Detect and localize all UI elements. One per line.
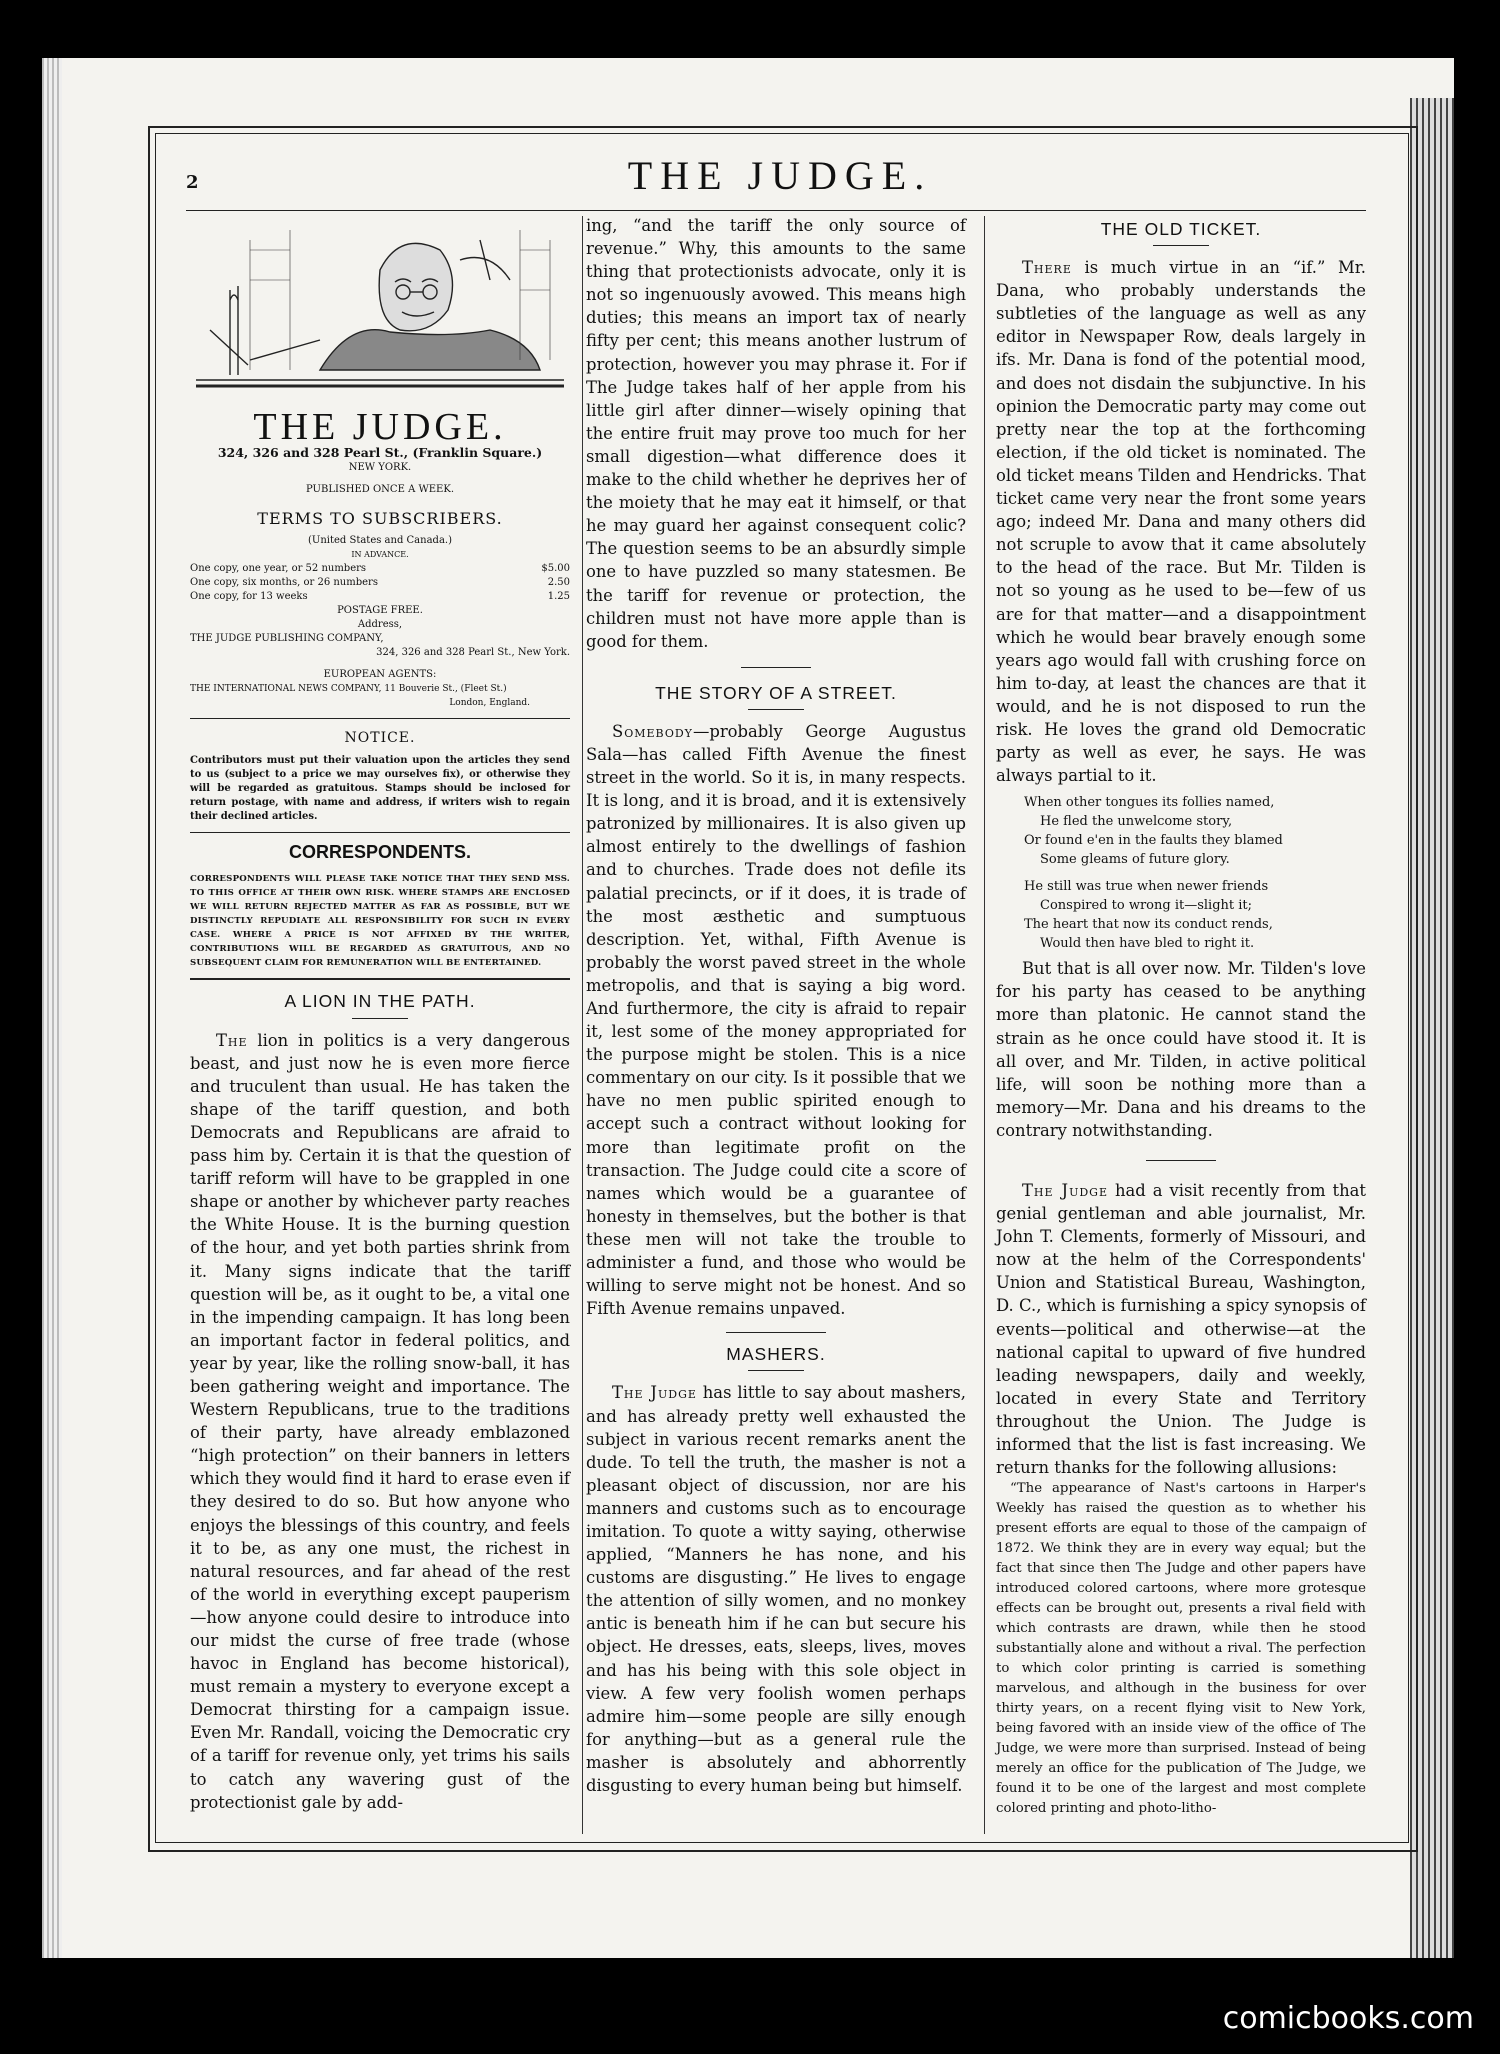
postage-free: POSTAGE FREE. bbox=[337, 605, 423, 617]
correspondents-body: CORRESPONDENTS WILL PLEASE TAKE NOTICE THAT THEY SEND MSS. TO THIS OFFICE AT THEIR OWN RISK. WHERE STAMPS ARE ENCLOSED WE WILL RETURN REJECTED MATTER AS FAR AS POSSIBLE, BUT WE DISTINCTLY REPUDIATE ALL RESPONSIBILITY FOR SUCH IN EVERY CASE. WHERE A PRICE IS NOT AFFIXED BY THE WRITER, CONTRIBUTIONS WILL BE REGARDED AS GRATUITOUS, AND NO SUBSEQUENT CLAIM FOR REMUNERATION WILL BE ENTERTAINED. bbox=[190, 874, 570, 969]
ticket-lead: There bbox=[1022, 258, 1072, 278]
company-address: 324, 326 and 328 Pearl St., New York. bbox=[376, 647, 570, 659]
lion-heading: A LION IN THE PATH. bbox=[284, 991, 476, 1012]
poem-line: Or found e'en in the faults they blamed bbox=[1024, 833, 1283, 849]
ticket-article bbox=[996, 256, 1366, 787]
street-heading: THE STORY OF A STREET. bbox=[655, 682, 897, 703]
mashers-heading: MASHERS. bbox=[726, 1344, 826, 1365]
published-line: PUBLISHED ONCE A WEEK. bbox=[306, 484, 454, 496]
poem-line: When other tongues its follies named, bbox=[1024, 795, 1275, 811]
rule bbox=[190, 832, 570, 833]
price-row: One copy, six months, or 26 numbers 2.50 bbox=[190, 577, 570, 589]
left-title: THE JUDGE. bbox=[253, 406, 507, 449]
european-agents: EUROPEAN AGENTS: bbox=[323, 669, 437, 681]
address: 324, 326 and 328 Pearl St., (Franklin Square.) bbox=[217, 445, 543, 461]
separator bbox=[1146, 1160, 1216, 1161]
mashers-lead: The Judge bbox=[612, 1383, 697, 1403]
separator bbox=[741, 667, 811, 668]
terms-note: (United States and Canada.) bbox=[307, 535, 452, 547]
right-column bbox=[996, 214, 1366, 1819]
quote-block bbox=[996, 1479, 1366, 1819]
price-row: One copy, one year, or 52 numbers $5.00 bbox=[190, 563, 570, 575]
visit-body: had a visit recently from that genial gentleman and able journalist, Mr. John T. Clements, formerly of Missouri, and now at the helm of the Correspondents' Union and Statistical Bureau, Washington, D. C., which is furnishing a spicy synopsis of events—political and otherwise—at the national capital to upward of five hundred leading newspapers, daily and weekly, located in every State and Territory throughout the Union. The Judge is informed that the list is fast increasing. We return thanks for the following allusions: bbox=[996, 1181, 1366, 1478]
lion-lead: The bbox=[216, 1030, 248, 1050]
terms-heading: TERMS TO SUBSCRIBERS. bbox=[257, 509, 503, 529]
notice-heading: NOTICE. bbox=[344, 730, 416, 747]
quote-text: “The appearance of Nast's cartoons in Harper's Weekly has raised the question as to whether his present efforts are equal to those of the campaign of 1872. We think they are in every way equal; but the fact that since then The Judge and other papers have introduced colored cartoons, where more grotesque effects can be brought out, presents a rival field with which contrasts are drawn, while then he stood substantially alone and without a rival. The perfection to which color printing is carried is something marvelous, and although in the business for over thirty years, on a recent flying visit to New York, being favored with an inside view of the office of The Judge, we were more than surprised. Instead of being merely an office for the publication of The Judge, we found it to be one of the largest and most complete colored printing and photo-litho- bbox=[996, 1481, 1366, 1817]
watermark: comicbooks.com bbox=[1222, 2001, 1474, 2036]
column-rule-1 bbox=[582, 216, 583, 1834]
rule bbox=[190, 978, 570, 980]
poem-line: He fled the unwelcome story, bbox=[1040, 814, 1233, 830]
street-lead: Somebody bbox=[612, 721, 693, 741]
visit-article bbox=[996, 1179, 1366, 1479]
left-column bbox=[190, 214, 570, 1814]
correspondents-heading: CORRESPONDENTS. bbox=[288, 842, 472, 863]
poem-line: He still was true when newer friends bbox=[1024, 879, 1269, 895]
heading-rule bbox=[352, 1018, 408, 1019]
address-label: Address, bbox=[357, 619, 403, 631]
mashers-article bbox=[586, 1381, 966, 1797]
poem-line: Would then have bled to right it. bbox=[1040, 936, 1255, 952]
ticket-body: is much virtue in an “if.” Mr. Dana, who probably understands the subtleties of the language as well as any editor in Newspaper Row, deals largely in ifs. Mr. Dana is fond of the potential mood, and does not disdain the subjunctive. In his opinion the Democratic party may come out pretty near the top at the forthcoming election, if the old ticket is nominated. The old ticket means Tilden and Hendricks. That ticket came very near the front some years ago; indeed Mr. Dana and many others did not scruple to avow that it came absolutely to the head of the race. But Mr. Tilden is not so young as he used to be—few of us are for that matter—and a disappointment which he would bear bravely enough some years ago would fall with crushing force on him to-day, at least the chances are that it would, and he is not disposed to run the risk. He loves the grand old Democratic party as well as ever, he says. He was always partial to it. bbox=[996, 258, 1366, 786]
column-rule-2 bbox=[984, 216, 985, 1834]
ticket-conclusion: But that is all over now. Mr. Tilden's love for his party has ceased to be anything more than platonic. He cannot stand the strain as he once could have stood it. It is all over, and Mr. Tilden, in active political life, will soon be nothing more than a memory—Mr. Dana and his dreams to the contrary notwithstanding. bbox=[996, 959, 1366, 1140]
heading-rule bbox=[1153, 245, 1209, 246]
binding-edge bbox=[42, 58, 62, 1958]
agent-city: London, England. bbox=[449, 698, 530, 709]
poem-line: Conspired to wrong it—slight it; bbox=[1040, 898, 1253, 914]
poem-line: The heart that now its conduct rends, bbox=[1024, 917, 1273, 933]
mashers-body: has little to say about mashers, and has already pretty well exhausted the subject in various recent remarks anent the dude. To tell the truth, the masher is not a pleasant object of discussion, nor are his manners and customs such as to encourage imitation. To quote a witty saying, otherwise applied, “Manners he has none, and his customs are disgusting.” He lives to engage the attention of silly women, and no monkey antic is beneath him if he can but secure his object. He dresses, eats, sleeps, lives, moves and has his being with this sole object in view. A few very foolish women perhaps admire him—some people are silly enough for anything—but as a general rule the masher is absolutely and abhorrently disgusting to every human being but himself. bbox=[586, 1383, 966, 1795]
heading-rule bbox=[748, 709, 804, 710]
middle-column bbox=[586, 214, 966, 1797]
lion-article bbox=[190, 1029, 570, 1814]
price-list bbox=[190, 562, 570, 604]
masthead-title: THE JUDGE. bbox=[627, 153, 933, 198]
lion-body: lion in politics is a very dangerous beast, and just now he is even more fierce and truculent than usual. He has taken the shape of the tariff question, and both Democrats and Republicans are afraid to pass him by. Certain it is that the question of tariff reform will have to be grappled in one shape or another by whichever party reaches the White House. It is the burning question of the hour, and yet both parties shrink from it. Many signs indicate that the tariff question will be, as it ought to be, a vital one in the impending campaign. It has long been an important factor in federal politics, and year by year, like the rolling snow-ball, it has been gathering weight and importance. The Western Republicans, true to the traditions of their party, have already emblazoned “high protection” on their banners in letters which they would find it hard to erase even if they desired to do so. But how anyone who enjoys the blessings of this country, and feels it to be, as any one must, the richest in natural resources, and far ahead of the rest of the world in everything except pauperism—how anyone could desire to introduce into our midst the curse of free trade (whose havoc in England has become historical), must remain a mystery to everyone except a Democrat thirsting for a campaign issue. Even Mr. Randall, voicing the Democratic cry of a tariff for revenue only, yet trims his sails to catch any wavering gust of the protectionist gale by add- bbox=[190, 1030, 570, 1812]
in-advance: IN ADVANCE. bbox=[351, 550, 409, 560]
city: NEW YORK. bbox=[348, 462, 412, 474]
street-body: —probably George Augustus Sala—has called Fifth Avenue the finest street in the world. So it is, in many respects. It is long, and it is broad, and it is extensively patronized by millionaires. It is also given up almost entirely to the dwellings of fashion and to churches. Trade does not defile its palatial precincts, or if it does, it is trade of the most æsthetic and sumptuous description. Yet, withal, Fifth Avenue is probably the worst paved street in the whole metropolis, and that is saying a big word. And furthermore, the city is afraid to repair it, lest some of the money appropriated for the purpose might be stolen. This is a nice commentary on our city. Is it possible that we have no men public spirited enough to accept such a contract without looking for more than legitimate profit on the transaction. The Judge could cite a score of names which would be a guarantee of honesty in themselves, but the bother is that these men will not take the trouble to administer a fund, and those who would be willing to serve might not be honest. And so Fifth Avenue remains unpaved. bbox=[586, 721, 966, 1319]
judge-illustration bbox=[190, 220, 570, 400]
rule bbox=[190, 718, 570, 719]
notice-body: Contributors must put their valuation upon the articles they send to us (subject to a price we may ourselves fix), or otherwise they will be regarded as gratuitous. Stamps should be inclosed for return postage, with name and address, if writers wish to regain their declined articles. bbox=[190, 755, 570, 823]
street-article bbox=[586, 720, 966, 1320]
agent-name: THE INTERNATIONAL NEWS COMPANY, 11 Bouverie St., (Fleet St.) bbox=[190, 684, 507, 695]
company-name: THE JUDGE PUBLISHING COMPANY, bbox=[190, 633, 384, 645]
ticket-heading: THE OLD TICKET. bbox=[1100, 219, 1262, 239]
lion-continued: ing, “and the tariff the only source of revenue.” Why, this amounts to the same thing that protectionists advocate, only it is not so ingenuously avowed. This means high duties; this means an import tax of nearly fifty per cent; this means another lustrum of protection, however you may phrase it. For if The Judge takes half of her apple from his little girl after dinner—wisely opining that the entire fruit may prove too much for her small digestion—what difference does it make to the child whether he deprives her of the moiety that he may eat it himself, or that he may guard her against consequent colic? The question seems to be an absurdly simple one to have puzzled so many statesmen. Be the tariff for revenue or protection, the children must not have more apple than is good for them. bbox=[586, 216, 966, 651]
heading-rule bbox=[748, 1370, 804, 1371]
masthead-rule bbox=[186, 210, 1366, 211]
visit-lead: The Judge bbox=[1022, 1181, 1108, 1200]
price-row: One copy, for 13 weeks 1.25 bbox=[190, 591, 570, 603]
poem-line: Some gleams of future glory. bbox=[1040, 852, 1230, 868]
page-number: 2 bbox=[186, 172, 199, 193]
separator bbox=[726, 1332, 826, 1333]
poem bbox=[1024, 793, 1366, 953]
